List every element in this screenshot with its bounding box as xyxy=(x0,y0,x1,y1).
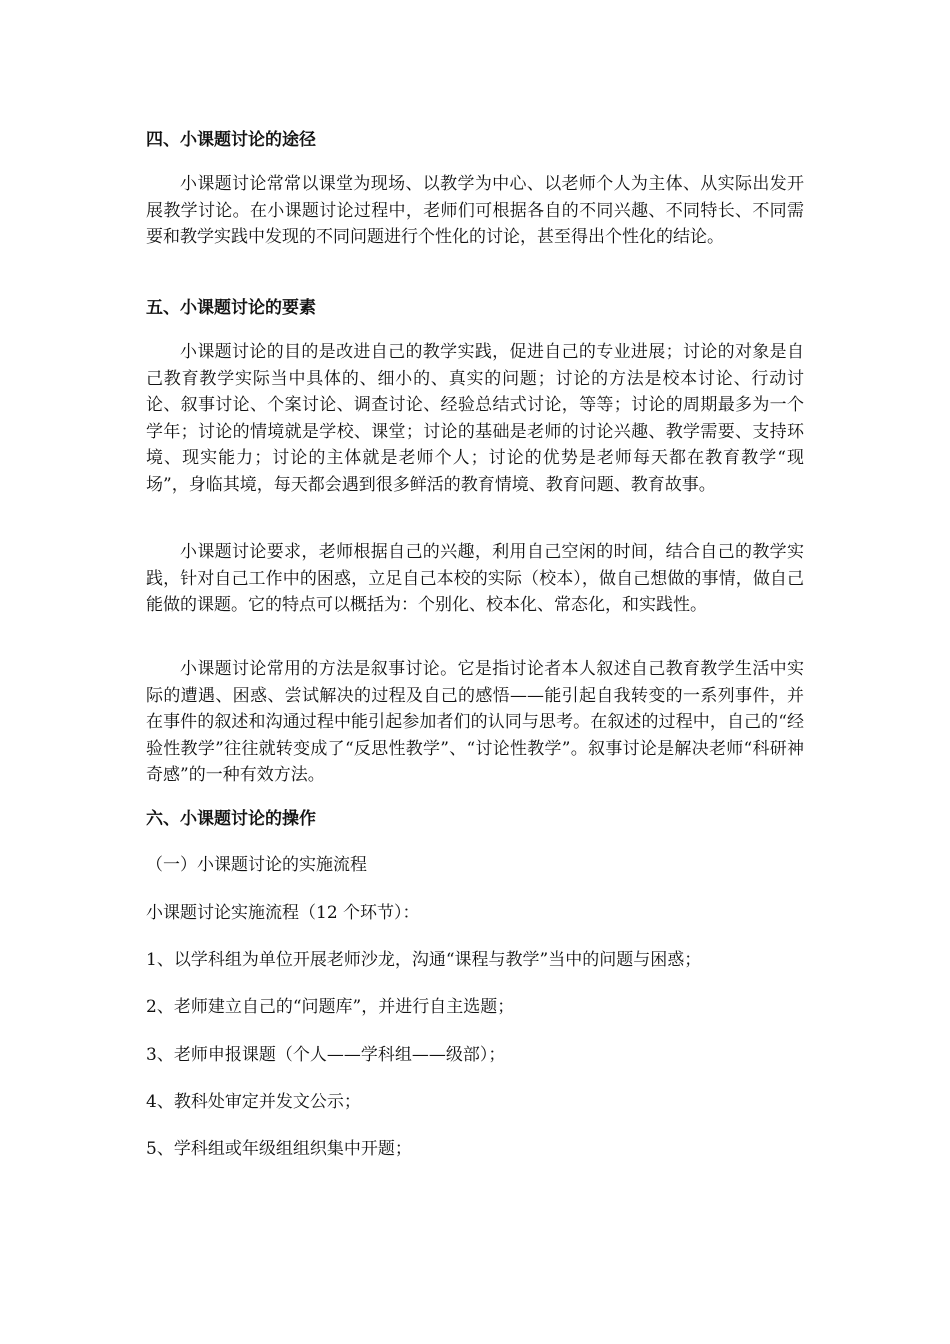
section5-paragraph-1: 小课题讨论的目的是改进自己的教学实践，促进自己的专业进展；讨论的对象是自己教育教学实际当中具体的、细小的、真实的问题；讨论的方法是校本讨论、行动讨论、叙事讨论、个案讨论、调查讨论、经验总结式讨论，等等；讨论的周期最多为一个学年；讨论的情境就是学校、课堂；讨论的基础是老师的讨论兴趣、教学需要、支持环境、现实能力；讨论的主体就是老师个人；讨论的优势是老师每天都在教育教学“现场”，身临其境，每天都会遇到很多鲜活的教育情境、教育问题、教育故事。 xyxy=(146,342,804,495)
process-step: 5、学科组或年级组组织集中开题； xyxy=(146,1139,412,1159)
process-step: 2、老师建立自己的“问题库”，并进行自主选题； xyxy=(146,997,515,1017)
section6-subheading: （一）小课题讨论的实施流程 xyxy=(146,855,367,875)
section5-paragraph-3: 小课题讨论常用的方法是叙事讨论。它是指讨论者本人叙述自己教育教学生活中实际的遭遇、困惑、尝试解决的过程及自己的感悟——能引起自我转变的一系列事件，并在事件的叙述和沟通过程中能引起参加者们的认同与思考。在叙述的过程中，自己的“经验性教学”往往就转变成了“反思性教学”、“讨论性教学”。叙事讨论是解决老师“科研神奇感”的一种有效方法。 xyxy=(146,659,804,785)
section5-paragraph-2: 小课题讨论要求，老师根据自己的兴趣，利用自己空闲的时间，结合自己的教学实践，针对自己工作中的困惑，立足自己本校的实际（校本），做自己想做的事情，做自己能做的课题。它的特点可以概括为：个别化、校本化、常态化，和实践性。 xyxy=(146,542,804,615)
process-intro: 小课题讨论实施流程（12 个环节）： xyxy=(146,903,420,923)
section5-heading: 五、小课题讨论的要素 xyxy=(146,298,316,318)
section4-paragraph-1: 小课题讨论常常以课堂为现场、以教学为中心、以老师个人为主体、从实际出发开展教学讨论。在小课题讨论过程中，老师们可根据各自的不同兴趣、不同特长、不同需要和教学实践中发现的不同问题进行个性化的讨论，甚至得出个性化的结论。 xyxy=(146,174,804,247)
process-step: 3、老师申报课题（个人——学科组——级部）； xyxy=(146,1045,506,1065)
process-step: 4、教科处审定并发文公示； xyxy=(146,1092,361,1112)
section4-heading: 四、小课题讨论的途径 xyxy=(146,130,316,150)
process-step: 1、以学科组为单位开展老师沙龙，沟通“课程与教学”当中的问题与困惑； xyxy=(146,950,702,970)
section6-heading: 六、小课题讨论的操作 xyxy=(146,809,316,829)
